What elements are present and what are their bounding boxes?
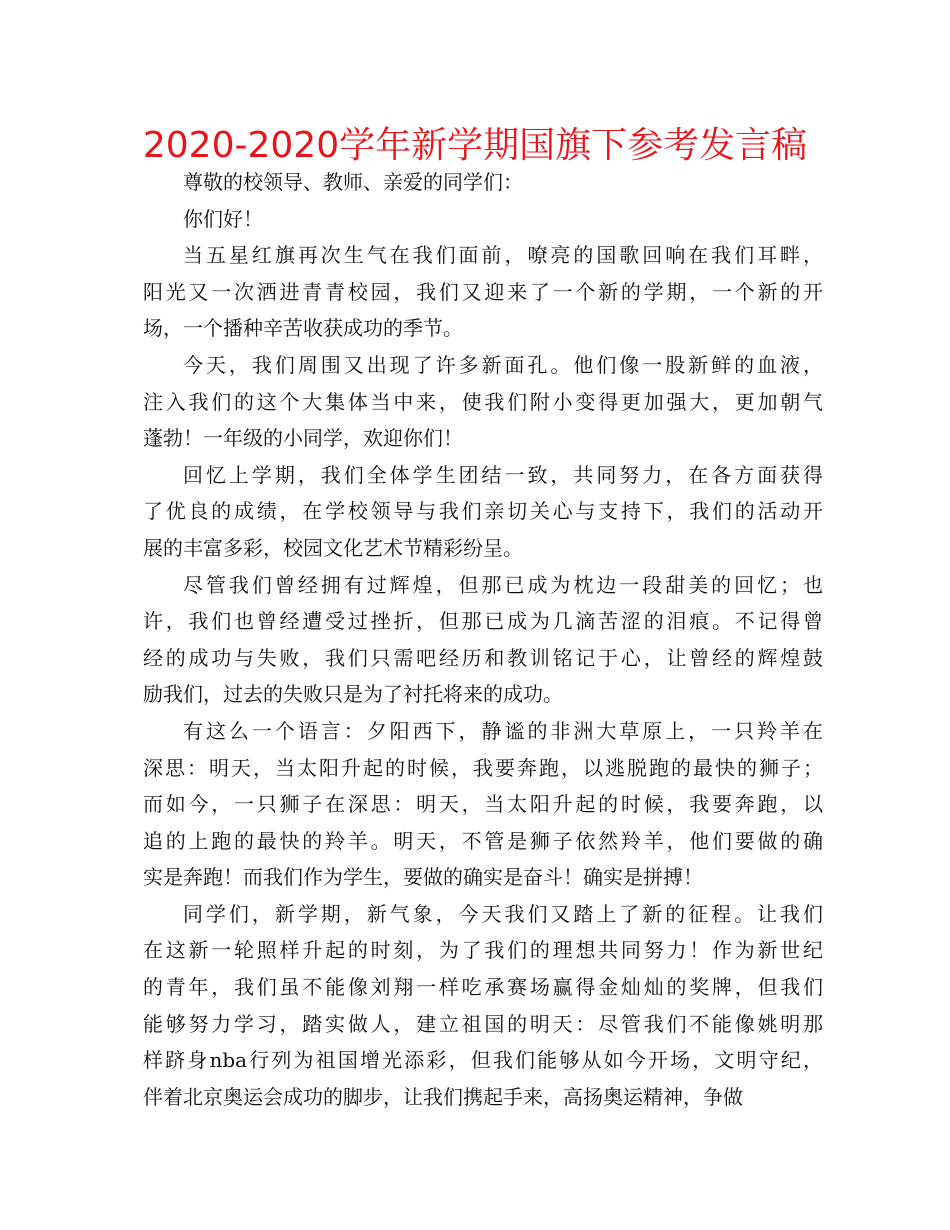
paragraph	[143, 457, 823, 567]
paragraph-line: 样跻身nba行列为祖国增光添彩，但我们能够从如今开场，文明守纪，	[143, 1048, 823, 1073]
paragraph-line: 场，一个播种辛苦收获成功的季节。	[143, 316, 463, 341]
document-body	[143, 164, 823, 1115]
paragraph-line: 伴着北京奥运会成功的脚步，让我们携起手来，高扬奥运精神，争做	[143, 1084, 743, 1109]
paragraph-line: 深思：明天，当太阳升起的时候，我要奔跑，以逃脱跑的最快的狮子；	[143, 755, 823, 780]
paragraph-line: 当五星红旗再次生气在我们面前，嘹亮的国歌回响在我们耳畔，	[183, 243, 823, 268]
paragraph-line: 阳光又一次洒进青青校园，我们又迎来了一个新的学期，一个新的开	[143, 279, 823, 304]
paragraph-line: 展的丰富多彩，校园文化艺术节精彩纷呈。	[143, 535, 523, 560]
document-title: 2020-2020学年新学期国旗下参考发言稿	[142, 125, 808, 166]
paragraph-line: 尊敬的校领导、教师、亲爱的同学们：	[183, 170, 523, 194]
paragraph-line: 回忆上学期，我们全体学生团结一致，共同努力，在各方面获得	[183, 462, 823, 487]
paragraph-line: 有这么一个语言：夕阳西下，静谧的非洲大草原上，一只羚羊在	[183, 718, 823, 743]
paragraph-line: 今天，我们周围又出现了许多新面孔。他们像一股新鲜的血液，	[183, 352, 823, 377]
paragraph-line: 实是奔跑！而我们作为学生，要做的确实是奋斗！确实是拼搏！	[143, 865, 703, 890]
paragraph-line: 蓬勃！一年级的小同学，欢迎你们！	[143, 426, 463, 451]
paragraph	[143, 201, 823, 238]
paragraph-line: 许，我们也曾经遭受过挫折，但那已成为几滴苦涩的泪痕。不记得曾	[143, 609, 823, 634]
paragraph-line: 注入我们的这个大集体当中来，使我们附小变得更加强大，更加朝气	[143, 389, 823, 414]
paragraph-line: 经的成功与失败，我们只需吧经历和教训铭记于心，让曾经的辉煌鼓	[143, 645, 823, 670]
paragraph-line: 了优良的成绩，在学校领导与我们亲切关心与支持下，我们的活动开	[143, 499, 823, 524]
paragraph-line: 追的上跑的最快的羚羊。明天，不管是狮子依然羚羊，他们要做的确	[143, 828, 823, 853]
paragraph	[143, 713, 823, 896]
paragraph-line: 你们好！	[183, 206, 263, 231]
paragraph-line: 励我们，过去的失败只是为了衬托将来的成功。	[143, 682, 563, 707]
paragraph	[143, 347, 823, 457]
paragraph-line: 同学们，新学期，新气象，今天我们又踏上了新的征程。让我们	[183, 901, 823, 926]
paragraph-line: 在这新一轮照样升起的时刻，为了我们的理想共同努力！作为新世纪	[143, 938, 823, 963]
paragraph-line: 而如今，一只狮子在深思：明天，当太阳升起的时候，我要奔跑，以	[143, 792, 823, 817]
paragraph-line: 尽管我们曾经拥有过辉煌，但那已成为枕边一段甜美的回忆；也	[183, 572, 823, 597]
paragraph	[143, 164, 823, 201]
paragraph-line: 的青年，我们虽不能像刘翔一样吃承赛场赢得金灿灿的奖牌，但我们	[143, 975, 823, 1000]
paragraph-line: 能够努力学习，踏实做人，建立祖国的明天：尽管我们不能像姚明那	[143, 1011, 823, 1036]
paragraph	[143, 896, 823, 1116]
paragraph	[143, 567, 823, 713]
paragraph	[143, 237, 823, 347]
